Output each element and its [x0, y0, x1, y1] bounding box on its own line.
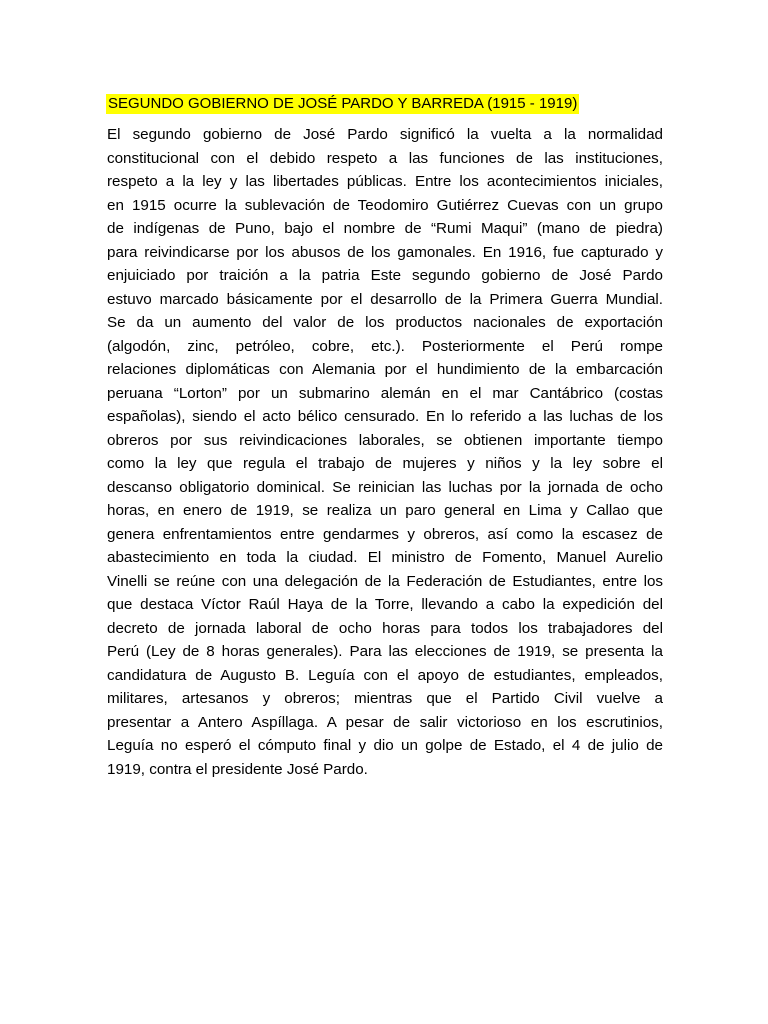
paragraph-line: horas, en enero de 1919, se realiza un paro general en Lima y Callao que [107, 502, 663, 519]
paragraph-line: para reivindicarse por los abusos de los gamonales. En 1916, fue capturado y [107, 243, 663, 261]
paragraph-line: peruana “Lorton” por un submarino alemán en el mar Cantábrico (costas [107, 384, 663, 402]
paragraph-line: respeto a la ley y las libertades públicas. Entre los acontecimientos iniciales, [107, 173, 663, 190]
paragraph-line: 1919, contra el presidente José Pardo. [107, 760, 368, 778]
paragraph-line: como la ley que regula el trabajo de mujeres y niños y la ley sobre el [107, 455, 664, 472]
paragraph-line: relaciones diplomáticas con Alemania por el hundimiento de la embarcación [107, 361, 663, 378]
paragraph-line: presentar a Antero Aspíllaga. A pesar de salir victorioso en los escrutinios, [107, 713, 663, 731]
paragraph-line: en 1915 ocurre la sublevación de Teodomiro Gutiérrez Cuevas con un grupo [107, 196, 664, 214]
paragraph-line: Perú (Ley de 8 horas generales). Para las elecciones de 1919, se presenta la [107, 643, 663, 660]
paragraph-line: candidatura de Augusto B. Leguía con el apoyo de estudiantes, empleados, [107, 666, 663, 684]
document-heading: SEGUNDO GOBIERNO DE JOSÉ PARDO Y BARREDA (1915 - 1919) [108, 95, 578, 112]
paragraph-line: obreros por sus reivindicaciones laborales, se obtienen importante tiempo [107, 431, 663, 449]
paragraph-line: abastecimiento en toda la ciudad. El ministro de Fomento, Manuel Aurelio [107, 549, 663, 566]
paragraph-line: descanso obligatorio dominical. Se reinician las luchas por la jornada de ocho [107, 478, 663, 496]
paragraph-line: enjuiciado por traición a la patria Este segundo gobierno de José Pardo [107, 267, 663, 284]
paragraph-line: militares, artesanos y obreros; mientras que el Partido Civil vuelve a [107, 690, 663, 707]
paragraph-line: de indígenas de Puno, bajo el nombre de “Rumi Maqui” (mano de piedra) [107, 220, 663, 237]
paragraph-line: El segundo gobierno de José Pardo significó la vuelta a la normalidad [107, 126, 663, 143]
paragraph-line: decreto de jornada laboral de ocho horas para todos los trabajadores del [107, 619, 663, 637]
paragraph-line: que destaca Víctor Raúl Haya de la Torre, llevando a cabo la expedición del [107, 596, 663, 613]
paragraph-line: genera enfrentamientos entre gendarmes y obreros, así como la escasez de [107, 525, 663, 543]
paragraph-line: estuvo marcado básicamente por el desarrollo de la Primera Guerra Mundial. [107, 290, 663, 308]
paragraph-line: Vinelli se reúne con una delegación de la Federación de Estudiantes, entre los [107, 572, 663, 590]
paragraph-line: constitucional con el debido respeto a las funciones de las instituciones, [107, 149, 663, 167]
document-body-paragraph [107, 123, 663, 781]
paragraph-line: Leguía no esperó el cómputo final y dio un golpe de Estado, el 4 de julio de [107, 737, 664, 754]
paragraph-line: (algodón, zinc, petróleo, cobre, etc.). Posteriormente el Perú rompe [107, 337, 663, 355]
paragraph-line: españolas), siendo el acto bélico censurado. En lo referido a las luchas de los [107, 408, 663, 425]
paragraph-line: Se da un aumento del valor de los productos nacionales de exportación [107, 314, 663, 331]
